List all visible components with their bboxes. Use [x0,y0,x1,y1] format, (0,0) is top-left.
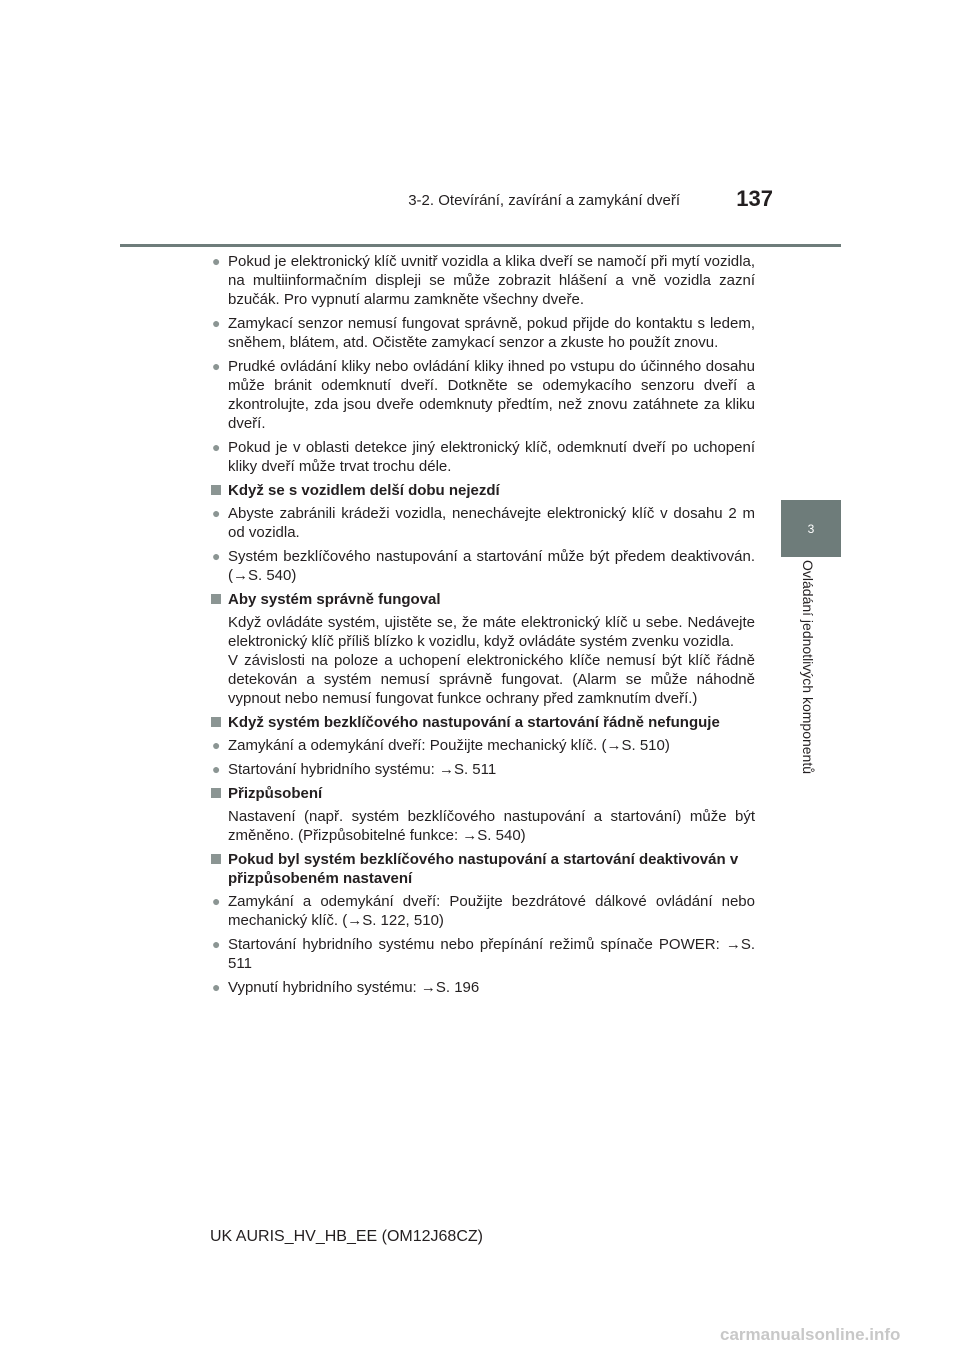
list-item: ● Systém bezklíčového nastupování a startování může být předem deaktivován. (→S. 540) [212,548,755,584]
footer-model-code: UK AURIS_HV_HB_EE (OM12J68CZ) [210,1228,483,1245]
list-item: ● Vypnutí hybridního systému: →S. 196 [212,979,480,996]
square-bullet-icon [211,594,221,604]
chapter-tab [781,500,841,557]
chapter-number: 3 [807,521,815,536]
header-rule [120,244,841,247]
bullet-icon: ● [212,253,221,269]
page-number: 137 [736,186,773,211]
bullet-icon: ● [212,737,221,753]
list-item: ● Startování hybridního systému nebo přepínání režimů spínače POWER: →S. 511 [212,936,755,972]
list-item: ● Pokud je elektronický klíč uvnitř vozidla a klika dveří se namočí při mytí vozidla, na multiinformačním displeji se může zobrazit hlášení a vně vozidla zazní bzučák. Pro vypnutí alarmu zamkněte všechny dveře. [212,253,755,308]
watermark: carmanualsonline.info [720,1325,901,1344]
square-bullet-icon [211,717,221,727]
bullet-icon: ● [212,893,221,909]
square-bullet-icon [211,788,221,798]
list-item: ● Zamykání a odemykání dveří: Použijte bezdrátové dálkové ovládání nebo mechanický klíč. (→S. 122, 510) [212,893,755,929]
main-content [210,252,755,1002]
section-heading: Pokud byl systém bezklíčového nastupování a startování deaktivován v přizpůsobeném nastavení [210,850,755,888]
paragraph: Nastavení (např. systém bezklíčového nastupování a startování) může být změněno. (Přizpůsobitelné funkce: →S. 540) [228,808,755,844]
square-bullet-icon [211,485,221,495]
bullet-icon: ● [212,358,221,374]
bullet-icon: ● [212,548,221,564]
section-heading: Přizpůsobení [210,784,755,803]
bullet-icon: ● [212,979,221,995]
bullet-icon: ● [212,936,221,952]
square-bullet-icon [211,854,221,864]
header-title: 3-2. Otevírání, zavírání a zamykání dveří [408,192,680,209]
bullet-icon: ● [212,315,221,331]
bullet-icon: ● [212,439,221,455]
paragraph: Když ovládáte systém, ujistěte se, že máte elektronický klíč u sebe. Nedávejte elektronický klíč příliš blízko k vozidlu, když ovládáte systém zvenku vozidla. V závislosti na poloze a uchopení elektronického klíče nemusí být klíč řádně detekován a systém nemusí správně fungovat. (Alarm se může náhodně vypnout nebo nemusí fungovat funkce ochrany před zamknutím dveří.) [228,614,755,707]
bullet-icon: ● [212,505,221,521]
list-item: ● Startování hybridního systému: →S. 511 [212,761,497,778]
bullet-icon: ● [212,761,221,777]
section-heading: Když systém bezklíčového nastupování a startování řádně nefunguje [210,713,755,732]
chapter-title: Ovládání jednotlivých komponentů [800,560,816,775]
list-item: ● Zamykání a odemykání dveří: Použijte mechanický klíč. (→S. 510) [212,737,670,754]
list-item: ● Zamykací senzor nemusí fungovat správně, pokud přijde do kontaktu s ledem, sněhem, blátem, atd. Očistěte zamykací senzor a zkuste ho použít znovu. [212,315,755,351]
section-heading: Aby systém správně fungoval [210,590,755,609]
list-item: ● Pokud je v oblasti detekce jiný elektronický klíč, odemknutí dveří po uchopení kliky dveří může trvat trochu déle. [212,439,755,475]
list-item: ● Prudké ovládání kliky nebo ovládání kliky ihned po vstupu do účinného dosahu může bránit odemknutí dveří. Dotkněte se odemykacího senzoru dveří a zkontrolujte, zda jsou dveře odemknuty předtím, než znovu zatáhnete za kliku dveří. [212,358,755,432]
list-item: ● Abyste zabránili krádeži vozidla, nenechávejte elektronický klíč v dosahu 2 m od vozidla. [212,505,755,541]
section-heading: Když se s vozidlem delší dobu nejezdí [210,481,755,500]
